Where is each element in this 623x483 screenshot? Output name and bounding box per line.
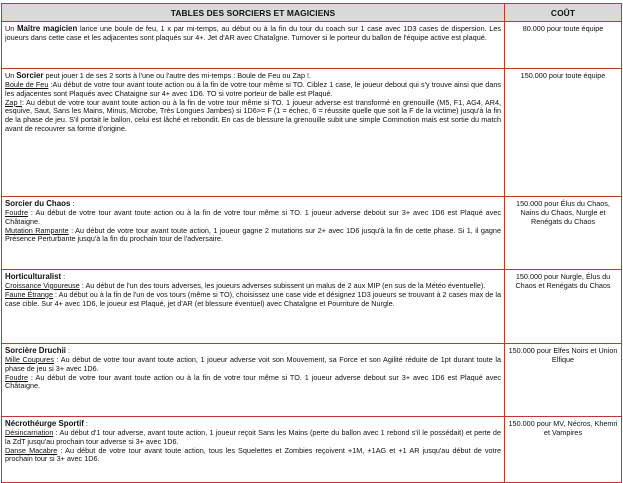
row-description	[2, 270, 505, 344]
row-cost: 150.000 pour toute équipe	[505, 69, 622, 197]
spell-text: : Au début de votre tour avant toute action, tous les Squelettes et Zombies reçoivent +1M, +1AG et +1 AR jusqu'au début de votre prochain tour si 3+ avec 1D6.	[5, 445, 501, 464]
wizard-name: Sorcière Druchii	[5, 346, 66, 355]
spell-name: Désincarnation	[5, 427, 54, 437]
row-cost: 150.000 pour MV, Nécros, Khemri et Vampires	[505, 417, 622, 483]
wizard-table	[1, 3, 622, 483]
spell-text: : Au début de votre tour avant toute action, 1 joueur adverse voit son Mouvement, sa Force et son Agilité réduite de 1pt durant toute la phase de jeu si 3+ avec 1D6.	[5, 354, 502, 373]
wizard-intro: lance une boule de feu, 1 x par mi-temps, au début ou à la fin du tour du coach sur 1 case avec 1D3 cases de dispersion. Les joueurs dans cette case et les adjacentes sont plaqués sur 4+. Jet d'AR avec Chataîgne. Turnover si le porteur du ballon de l'équipe active est plaqué.	[5, 24, 501, 42]
table-row	[2, 270, 622, 344]
wizard-name: Sorcier	[16, 71, 44, 80]
wizard-intro: peut jouer 1 de ses 2 sorts à l'une ou l'autre des mi-temps : Boule de Feu ou Zap !.	[43, 71, 312, 80]
wizard-intro: :	[70, 199, 75, 208]
row-description	[2, 344, 505, 417]
row-cost: 80.000 pour toute équipe	[505, 22, 622, 69]
table-row	[2, 22, 622, 69]
wizard-intro: :	[61, 272, 66, 281]
row-cost: 150.000 pour Élus du Chaos, Nains du Chaos, Nurgle et Renégats du Chaos	[505, 197, 622, 270]
spell-name: Foudre	[5, 372, 28, 382]
table-row	[2, 69, 622, 197]
row-cost: 150.000 pour Nurgle, Élus du Chaos et Renégats du Chaos	[505, 270, 622, 344]
row-description	[2, 417, 505, 483]
spell-text: : Au début de votre tour avant toute action ou à la fin de votre tour même si TO. 1 joueur adverse debout sur 3+ avec 1D6 est Plaqué avec Châtaigne.	[5, 372, 501, 391]
wizard-name: Maître magicien	[16, 24, 78, 33]
spell-text: : Au début ou à la fin de l'un de vos tours (même si TO), choisissez une case vide et désignez 1D3 joueurs se trouvant à 2 cases max de la case cible. Sur 4+ avec 1D6, le joueur est Plaqué, jet d'AR (et blessure éventuel) avec Chataîgne et Pourriture de Nurgle.	[5, 289, 502, 308]
spell-name: Mutation Rampante	[5, 225, 69, 235]
spell-text: : Au début d'1 tour adverse, avant toute action, 1 joueur reçoit Sans les Mains (perte du ballon avec 1 rebond s'il le possédait) et perte de la ZdT jusqu'au prochain tour adverse si 3+ avec 1D6.	[5, 427, 501, 446]
spell-name: Faune Étrange	[5, 289, 53, 299]
table-header	[2, 4, 622, 22]
row-description	[2, 197, 505, 270]
wizard-name: Sorcier du Chaos	[5, 199, 71, 208]
spell-text: : Au début de votre tour avant toute action ou à la fin de votre tour même si TO. 1 joueur adverse est transformé en grenouille (M5, F1, AG4, AR4, esquive, Saut, Sans les Mains, Minus, Microbe, Très Longues Jambes) si 1D6>= F (1 = échec, 6 = réussite quelle que soit la F de la victime) jusqu'à la fin de la phase de jeu. S'il portait le ballon, celui est lâché et rebondit. En cas de blessure la grenouille subit une simple Commotion mais est sortie du match avant de recouvrer sa forme d'origine.	[5, 97, 501, 134]
spell-text: :Au début de votre tour avant toute action ou à la fin de votre tour même si TO. Ciblez 1 case, le joueur debout qui s'y trouve ainsi que dans les adjacentes sont Plaqués avec Chataigne sur 4+ avec 1D6. TO si votre porteur de balle est Plaqué.	[5, 79, 501, 98]
table-row	[2, 417, 622, 483]
spell-name: Mille Coupures	[5, 354, 54, 364]
wizard-name: Nécrothéurge Sportif	[5, 419, 84, 428]
spell-name: Boule de Feu	[5, 79, 49, 89]
wizard-intro: :	[65, 346, 70, 355]
spell-name: Zap !	[5, 97, 22, 107]
row-description: Un Sorcier peut jouer 1 de ses 2 sorts à l'une ou l'autre des mi-temps : Boule de Feu ou Zap !. Boule de Feu :Au début de votre tour avant toute action ou à la fin de votre tour même si TO. Ciblez 1 case, le joueur debout qui s'y trouve ainsi que dans les adjacentes sont Plaqués avec Chataigne sur 4+ avec 1D6. TO si votre porteur de balle est Plaqué. Zap !: Au début de votre tour avant toute action ou à la fin de votre tour même si TO. 1 joueur adverse est transformé en grenouille (M5, F1, AG4, AR4, esquive, Saut, Sans les Mains, Minus, Microbe, Très Longues Jambes) si 1D6>= F (1 = échec, 6 = réussite quelle que soit la F de la victime) jusqu'à la fin de la phase de jeu. S'il portait le ballon, celui est lâché et rebondit. En cas de blessure la grenouille subit une simple Commotion mais est sortie du match avant de recouvrer sa forme d'origine.	[2, 69, 505, 197]
spell-name: Croissance Vigoureuse	[5, 280, 80, 290]
table-row	[2, 344, 622, 417]
row-cost: 150.000 pour Elfes Noirs et Union Elfique	[505, 344, 622, 417]
header-cost: COÛT	[505, 4, 622, 22]
spell-text: : Au début de l'un des tours adverses, les joueurs adverses subissent un malus de 2 aux MIP (en sus de la Météo éventuelle).	[79, 280, 486, 290]
row-description: Un Maître magicien lance une boule de feu, 1 x par mi-temps, au début ou à la fin du tour du coach sur 1 case avec 1D3 cases de dispersion. Les joueurs dans cette case et les adjacentes sont plaqués sur 4+. Jet d'AR avec Chataîgne. Turnover si le porteur du ballon de l'équipe active est plaqué.	[2, 22, 505, 69]
wizard-intro: :	[83, 419, 88, 428]
wizard-name: Horticulturalist	[5, 272, 62, 281]
header-title: TABLES DES SORCIERS ET MAGICIENS	[2, 4, 505, 22]
spell-text: : Au début de votre tour avant toute action, 1 joueur gagne 2 mutations sur 2+ avec 1D6 jusqu'à la fin de cette phase. Si 1, il gagne Présence Perturbante jusqu'à la fin du prochain tour de l'adversaire.	[5, 225, 501, 244]
spell-name: Danse Macabre	[5, 445, 58, 455]
spell-name: Foudre	[5, 207, 28, 217]
table-row	[2, 197, 622, 270]
spell-text: : Au début de votre tour avant toute action ou à la fin de votre tour même si TO. 1 joueur adverse debout sur 3+ avec 1D6 est Plaqué avec Châtaigne.	[5, 207, 501, 226]
